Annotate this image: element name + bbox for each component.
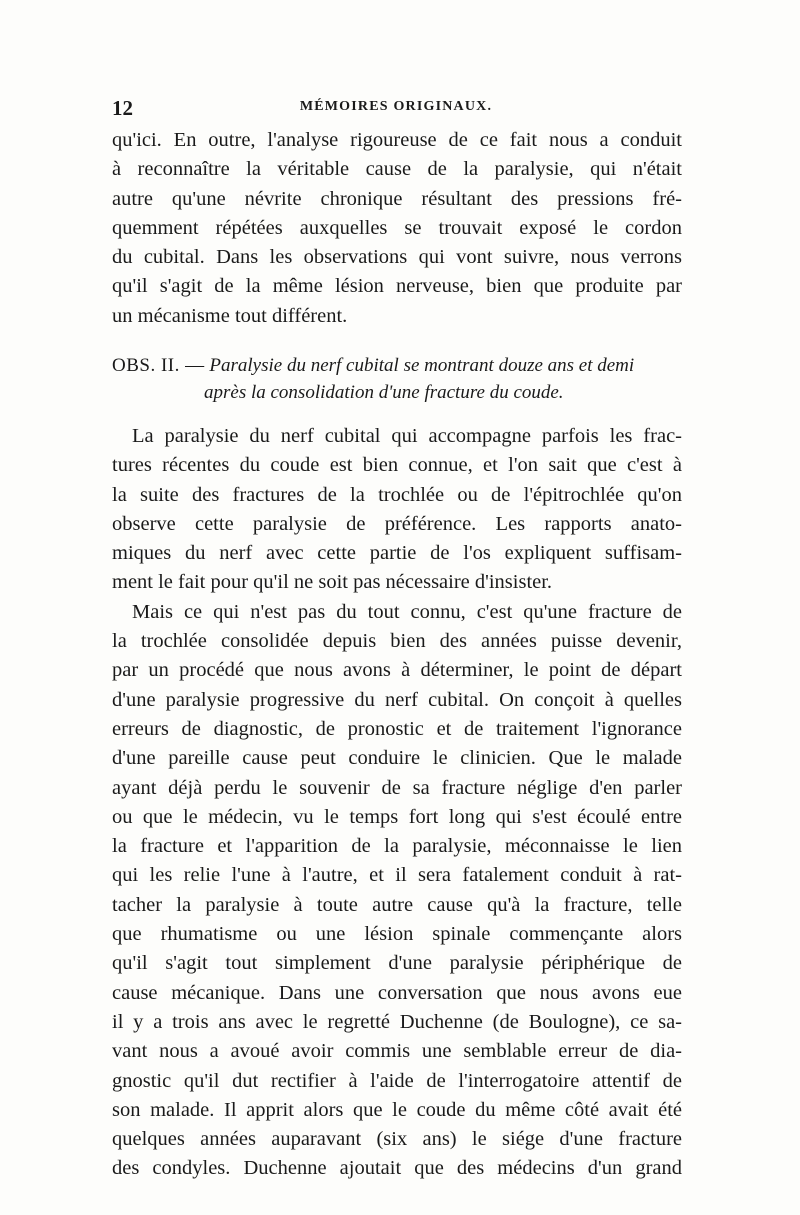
text-line: cause mécanique. Dans une conversation que nous avons eue xyxy=(112,981,682,1004)
page-number: 12 xyxy=(112,96,133,120)
running-head xyxy=(112,96,680,120)
text-line: à reconnaître la véritable cause de la paralysie, qui n'était xyxy=(112,158,682,181)
paragraph-continued xyxy=(112,126,682,331)
text-line: il y a trois ans avec le regretté Duchenne (de Boulogne), ce sa- xyxy=(112,1010,682,1033)
text-line: erreurs de diagnostic, de pronostic et de traitement l'ignorance xyxy=(112,717,682,740)
observation-heading-line-1 xyxy=(112,352,682,379)
text-line: un mécanisme tout différent. xyxy=(112,304,348,327)
text-line: la fracture et l'apparition de la paralysie, méconnaisse le lien xyxy=(112,835,682,858)
text-line: qui les relie l'une à l'autre, et il sera fatalement conduit à rat- xyxy=(112,864,682,887)
text-line: d'une paralysie progressive du nerf cubital. On conçoit à quelles xyxy=(112,688,682,711)
text-line: la suite des fractures de la trochlée ou de l'épitrochlée qu'on xyxy=(112,483,682,506)
text-line: observe cette paralysie de préférence. Les rapports anato- xyxy=(112,512,682,535)
body-text xyxy=(112,422,682,1184)
text-line: autre qu'une névrite chronique résultant des pressions fré- xyxy=(112,187,682,210)
text-line: tacher la paralysie à toute autre cause qu'à la fracture, telle xyxy=(112,893,682,916)
text-line: des condyles. Duchenne ajoutait que des médecins d'un grand xyxy=(112,1157,682,1180)
text-line: quelques années auparavant (six ans) le siége d'une fracture xyxy=(112,1128,682,1151)
observation-title-line-2: après la consolidation d'une fracture du coude. xyxy=(204,382,564,403)
running-title: MÉMOIRES ORIGINAUX. xyxy=(299,99,493,114)
text-line: gnostic qu'il dut rectifier à l'aide de l'interrogatoire attentif de xyxy=(112,1069,682,1092)
text-line: miques du nerf avec cette partie de l'os expliquent suffisam- xyxy=(112,542,682,565)
text-line: ayant déjà perdu le souvenir de sa fracture néglige d'en parler xyxy=(112,776,682,799)
text-line: son malade. Il apprit alors que le coude du même côté avait été xyxy=(112,1098,682,1121)
text-line: la trochlée consolidée depuis bien des années puisse devenir, xyxy=(112,630,682,653)
text-line: qu'ici. En outre, l'analyse rigoureuse de ce fait nous a conduit xyxy=(112,129,682,151)
text-line: d'une pareille cause peut conduire le clinicien. Que le malade xyxy=(112,747,682,770)
text-line: ou que le médecin, vu le temps fort long qui s'est écoulé entre xyxy=(112,805,682,828)
text-line: Mais ce qui n'est pas du tout connu, c'est qu'une fracture de xyxy=(132,600,682,623)
text-line: La paralysie du nerf cubital qui accompagne parfois les frac- xyxy=(132,425,682,447)
text-line: que rhumatisme ou une lésion spinale commençante alors xyxy=(112,923,682,946)
text-line: ment le fait pour qu'il ne soit pas nécessaire d'insister. xyxy=(112,571,553,594)
text-line: qu'il s'agit de la même lésion nerveuse, bien que produite par xyxy=(112,275,682,298)
observation-title-line-1: Paralysie du nerf cubital se montrant douze ans et demi xyxy=(209,355,635,376)
text-line: du cubital. Dans les observations qui vont suivre, nous verrons xyxy=(112,246,682,269)
observation-heading xyxy=(112,352,682,406)
text-line: qu'il s'agit tout simplement d'une paralysie périphérique de xyxy=(112,952,682,975)
text-line: tures récentes du coude est bien connue, et l'on sait que c'est à xyxy=(112,454,682,477)
text-line: vant nous a avoué avoir commis une semblable erreur de dia- xyxy=(112,1040,682,1063)
text-line: quemment répétées auxquelles se trouvait exposé le cordon xyxy=(112,216,682,239)
observation-label: OBS. II. — xyxy=(112,355,205,376)
text-line: par un procédé que nous avons à déterminer, le point de départ xyxy=(112,659,682,682)
